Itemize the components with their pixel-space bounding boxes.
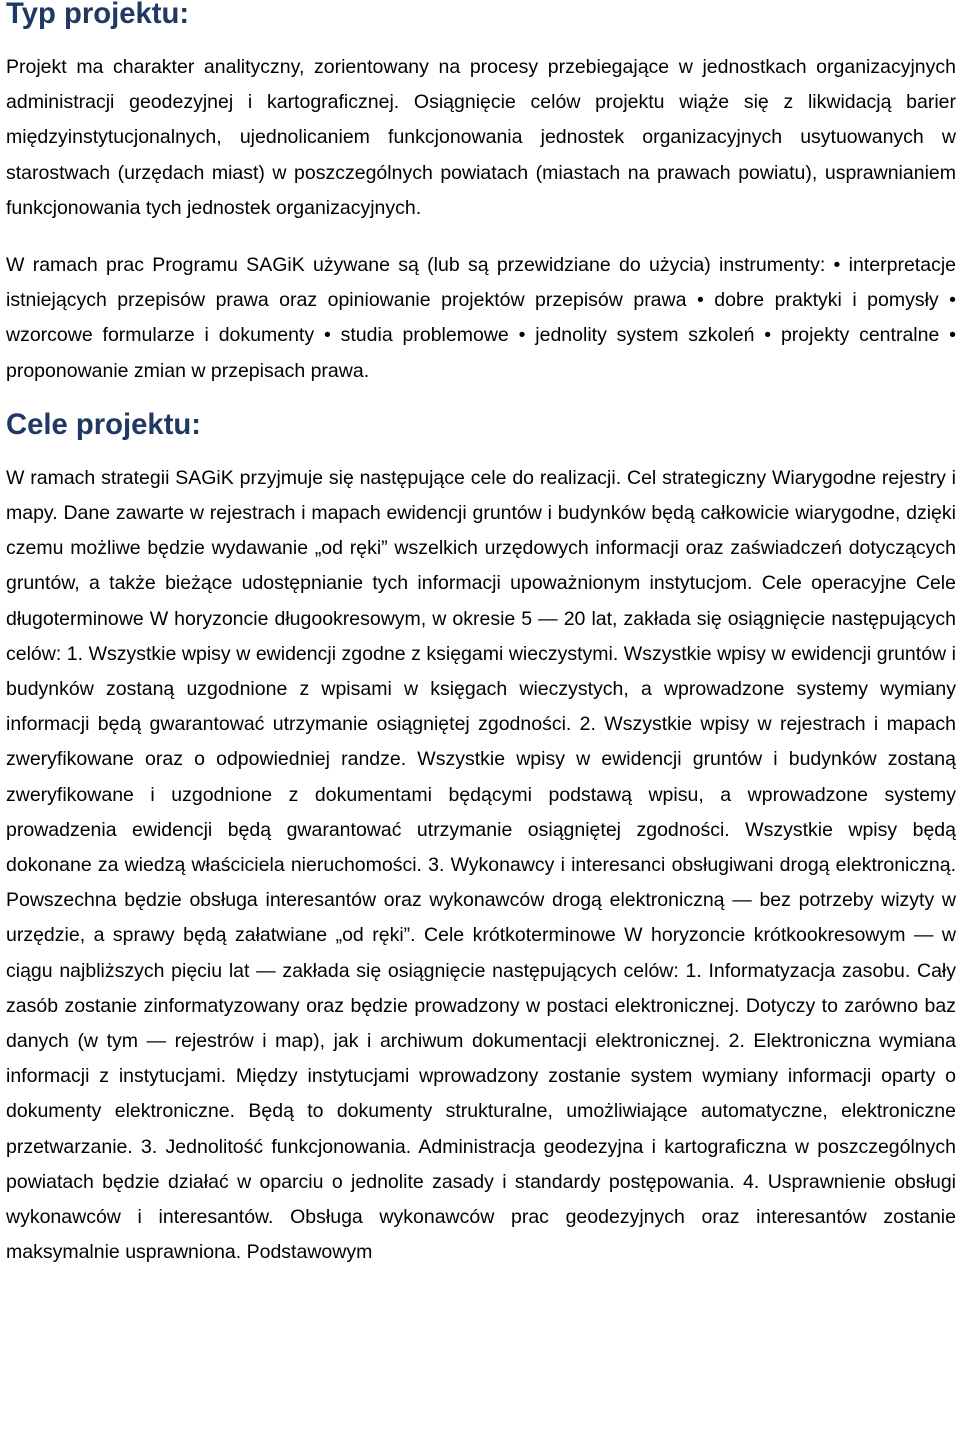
project-type-heading: Typ projektu: bbox=[6, 0, 190, 30]
project-type-paragraph: Projekt ma charakter analityczny, zorientowany na procesy przebiegające w jednostkach organizacyjnych administracji geodezyjnej i kartograficznej. Osiągnięcie celów projektu wiąże się z likwidacją barier międzyinstytucjonalnych, ujednolicaniem funkcjonowania jednostek organizacyjnych usytuowanych w starostwach (urzędach miast) w poszczególnych powiatach (miastach na prawach powiatu), usprawnianiem funkcjonowania tych jednostek organizacyjnych. bbox=[6, 56, 956, 219]
instruments-paragraph: W ramach prac Programu SAGiK używane są (lub są przewidziane do użycia) instrumenty: • interpretacje istniejących przepisów prawa oraz opiniowanie projektów przepisów prawa • dobre praktyki i pomysły • wzorcowe formularze i dokumenty • studia problemowe • jednolity system szkoleń • projekty centralne • proponowanie zmian w przepisach prawa. bbox=[6, 254, 956, 382]
project-goals-heading: Cele projektu: bbox=[6, 408, 202, 441]
document-page bbox=[6, 0, 956, 1271]
project-goals-paragraph: W ramach strategii SAGiK przyjmuje się następujące cele do realizacji. Cel strategiczny Wiarygodne rejestry i mapy. Dane zawarte w rejestrach i mapach ewidencji gruntów i budynków będą całkowicie wiarygodne, dzięki czemu możliwe będzie wydawanie „od ręki” wszelkich urzędowych informacji oraz zaświadczeń dotyczących gruntów, a także bieżące udostępnianie tych informacji upoważnionym instytucjom. Cele operacyjne Cele długoterminowe W horyzoncie długookresowym, w okresie 5 — 20 lat, zakłada się osiągnięcie następujących celów: 1. Wszystkie wpisy w ewidencji zgodne z księgami wieczystymi. Wszystkie wpisy w ewidencji gruntów i budynków zostaną uzgodnione z wpisami w księgach wieczystych, a wprowadzone systemy wymiany informacji będą gwarantować utrzymanie osiągniętej zgodności. 2. Wszystkie wpisy w rejestrach i mapach zweryfikowane oraz o odpowiedniej randze. Wszystkie wpisy w ewidencji gruntów i budynków zostaną zweryfikowane i uzgodnione z dokumentami będącymi podstawą wpisu, a wprowadzone systemy prowadzenia ewidencji będą gwarantować utrzymanie osiągniętej zgodności. Wszystkie wpisy będą dokonane za wiedzą właściciela nieruchomości. 3. Wykonawcy i interesanci obsługiwani drogą elektroniczną. Powszechna będzie obsługa interesantów oraz wykonawców drogą elektroniczną — bez potrzeby wizyty w urzędzie, a sprawy będą załatwiane „od ręki”. Cele krótkoterminowe W horyzoncie krótkookresowym — w ciągu najbliższych pięciu lat — zakłada się osiągnięcie następujących celów: 1. Informatyzacja zasobu. Cały zasób zostanie zinformatyzowany oraz będzie prowadzony w postaci elektronicznej. Dotyczy to zarówno baz danych (w tym — rejestrów i map), jak i archiwum dokumentacji elektronicznej. 2. Elektroniczna wymiana informacji z instytucjami. Między instytucjami wprowadzony zostanie system wymiany informacji oparty o dokumenty elektroniczne. Będą to dokumenty strukturalne, umożliwiające automatyczne, elektroniczne przetwarzanie. 3. Jednolitość funkcjonowania. Administracja geodezyjna i kartograficzna w poszczególnych powiatach będzie działać w oparciu o jednolite zasady i standardy postępowania. 4. Usprawnienie obsługi wykonawców i interesantów. Obsługa wykonawców prac geodezyjnych oraz interesantów zostanie maksymalnie usprawniona. Podstawowym bbox=[6, 466, 956, 1264]
